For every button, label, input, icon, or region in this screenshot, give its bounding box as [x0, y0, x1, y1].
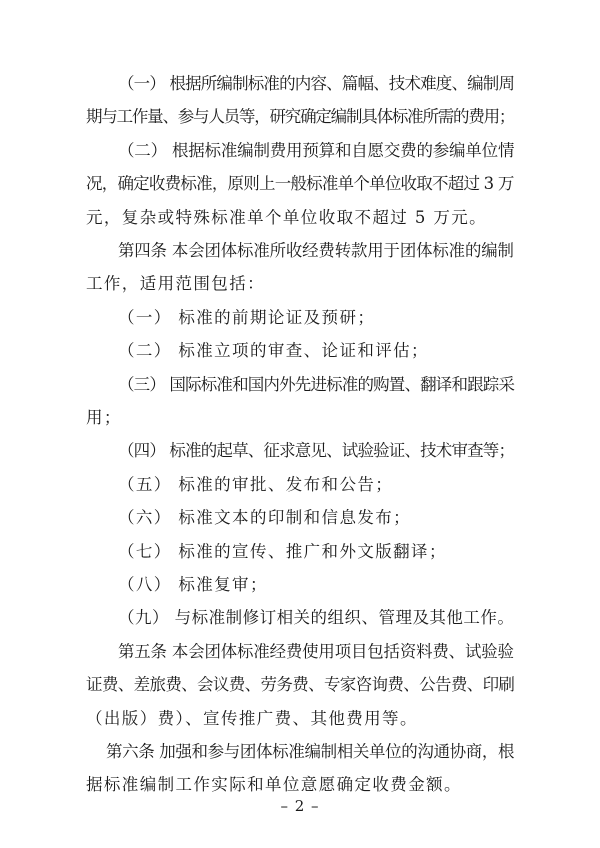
paragraph-line: 据标准编制工作实际和单位意愿确定收费金额。: [86, 775, 462, 795]
paragraph-line: （三） 国际标准和国内外先进标准的购置、翻译和跟踪采: [118, 374, 515, 394]
paragraph-line: （九） 与标准制修订相关的组织、管理及其他工作。: [118, 608, 515, 628]
paragraph-line: （一） 根据所编制标准的内容、篇幅、技术难度、编制周: [118, 74, 515, 93]
paragraph-line: （六） 标准文本的印制和信息发布；: [118, 508, 412, 528]
paragraph-line: 用；: [86, 408, 122, 427]
paragraph-line: 期与工作量、参与人员等，研究确定编制具体标准所需的费用；: [86, 107, 515, 127]
paragraph-line: 第五条 本会团体标准经费使用项目包括资料费、试验验: [118, 641, 514, 661]
paragraph-line: （二） 根据标准编制费用预算和自愿交费的参编单位情: [118, 140, 515, 160]
paragraph-line: 工作，适用范围包括：: [86, 274, 265, 294]
paragraph-line: （八） 标准复审；: [118, 575, 268, 594]
paragraph-line: 元，复杂或特殊标准单个单位收取不超过 5 万元。: [86, 207, 488, 227]
paragraph-line: 证费、差旅费、会议费、劳务费、专家咨询费、公告费、印刷: [86, 675, 515, 695]
page-number: – 2 –: [280, 797, 320, 815]
paragraph-line: （七） 标准的宣传、推广和外文版翻译；: [118, 541, 447, 561]
paragraph-line: （出版）费）、宣传推广费、其他费用等。: [86, 708, 418, 728]
paragraph-line: 第四条 本会团体标准所收经费转款用于团体标准的编制: [118, 241, 514, 260]
paragraph-line: （一） 标准的前期论证及预研；: [118, 307, 376, 327]
paragraph-line: 第六条 加强和参与团体标准编制相关单位的沟通协商，根: [106, 742, 515, 761]
paragraph-line: 况，确定收费标准，原则上一般标准单个单位收取不超过 3 万: [86, 174, 514, 194]
paragraph-line: （二） 标准立项的审查、论证和评估；: [118, 341, 429, 361]
paragraph-line: （五） 标准的审批、发布和公告；: [118, 474, 394, 494]
paragraph-line: （四） 标准的起草、征求意见、试验验证、技术审查等；: [118, 441, 515, 461]
